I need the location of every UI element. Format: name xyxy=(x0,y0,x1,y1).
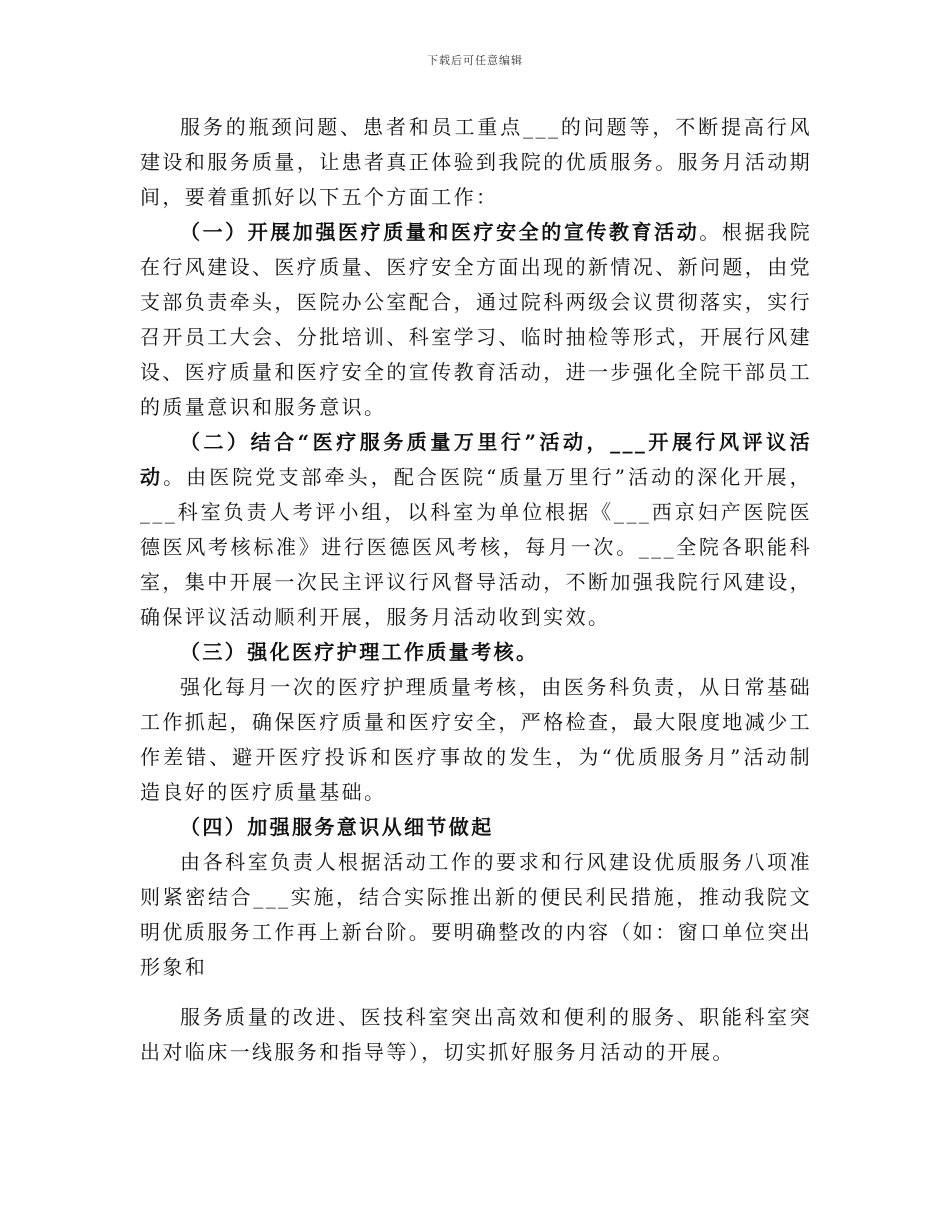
section-2-body: 。由医院党支部牵头，配合医院“质量万里行”活动的深化开展，___科室负责人考评小组，以科室为单位根据《___西京妇产医院医德医风考核标准》进行医德医风考核，每月一次。___全院各职能科室，集中开展一次民主评议行风督导活动，不断加强我院行风建设，确保评议活动顺利开展，服务月活动收到实效。 xyxy=(140,465,812,629)
section-3-heading: （三）强化医疗护理工作质量考核。 xyxy=(180,640,539,664)
document-body xyxy=(140,110,812,1070)
section-2-heading: （二）结合“医疗服务质量万里行”活动，___开展行风评议活动 xyxy=(140,430,812,489)
paragraph-section-1 xyxy=(140,215,812,425)
section-1-heading: （一）开展加强医疗质量和医疗安全的宣传教育活动 xyxy=(180,220,700,244)
paragraph-section-2 xyxy=(140,425,812,635)
paragraph-section-3-body: 强化每月一次的医疗护理质量考核，由医务科负责，从日常基础工作抓起，确保医疗质量和医疗安全，严格检查，最大限度地减少工作差错、避开医疗投诉和医疗事故的发生，为“优质服务月”活动制造良好的医疗质量基础。 xyxy=(140,675,812,804)
section-1-body: 。根据我院在行风建设、医疗质量、医疗安全方面出现的新情况、新问题，由党支部负责牵头，医院办公室配合，通过院科两级会议贯彻落实，实行召开员工大会、分批培训、科室学习、临时抽检等形式，开展行风建设、医疗质量和医疗安全的宣传教育活动，进一步强化全院干部员工的质量意识和服务意识。 xyxy=(140,220,813,419)
paragraph-section-4-body: 由各科室负责人根据活动工作的要求和行风建设优质服务八项准则紧密结合___实施，结合实际推出新的便民利民措施，推动我院文明优质服务工作再上新台阶。要明确整改的内容（如：窗口单位突出形象和 xyxy=(140,850,812,979)
page-header: 下载后可任意编辑 xyxy=(427,54,523,67)
section-4-heading: （四）加强服务意识从细节做起 xyxy=(180,815,494,839)
paragraph-intro: 服务的瓶颈问题、患者和员工重点___的问题等，不断提高行风建设和服务质量，让患者真正体验到我院的优质服务。服务月活动期间，要着重抓好以下五个方面工作： xyxy=(140,115,812,209)
paragraph-continuation: 服务质量的改进、医技科室突出高效和便利的服务、职能科室突出对临床一线服务和指导等），切实抓好服务月活动的开展。 xyxy=(140,1005,812,1064)
